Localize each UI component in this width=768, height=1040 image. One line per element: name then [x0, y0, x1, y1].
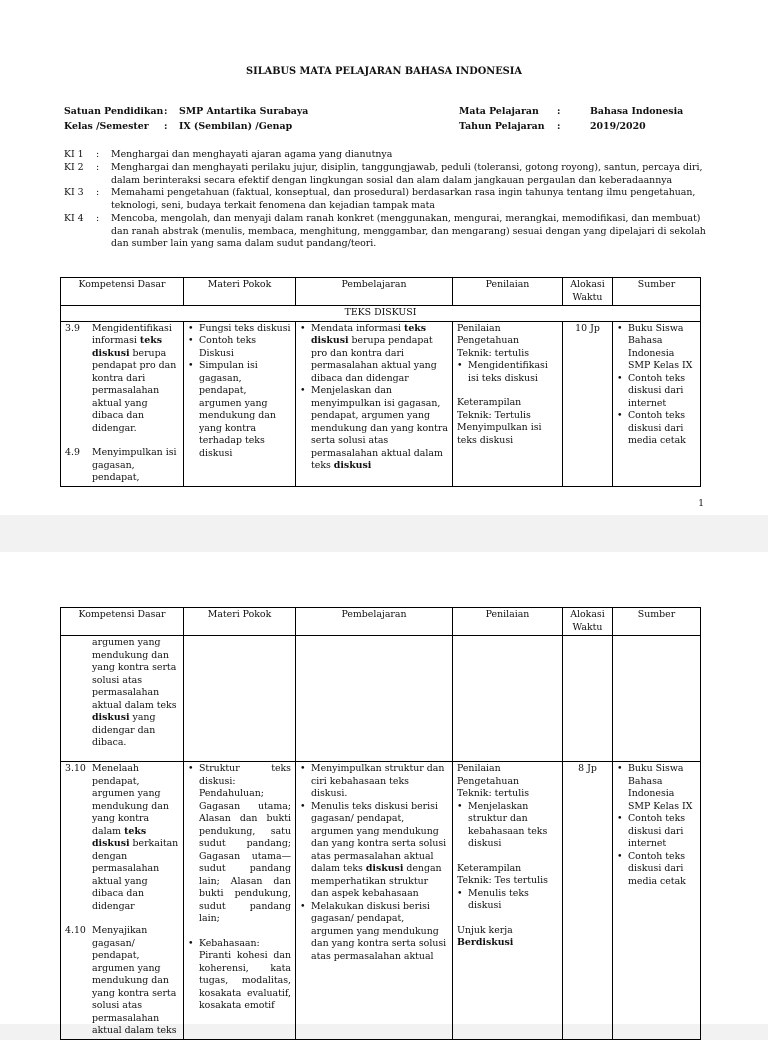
kd-text-part: Mengidentifikasi informasi — [92, 322, 172, 346]
kd-text — [92, 637, 179, 750]
ki1-label: KI 1 — [64, 149, 84, 160]
header-alokasi-waktu: Alokasi Waktu — [563, 608, 613, 636]
ki1-sep: : — [96, 149, 100, 160]
kd-number: 3.10 — [65, 763, 86, 774]
kd-text-part: berkaitan dengan permasalahan aktual yang dibaca dan didengar — [92, 838, 179, 912]
kelas-value: IX (Sembilan) /Genap — [179, 121, 293, 132]
header-alokasi-waktu: Alokasi Waktu — [563, 278, 613, 306]
document-title: SILABUS MATA PELAJARAN BAHASA INDONESIA — [246, 66, 522, 77]
kd-number: 4.9 — [65, 447, 80, 458]
table-header-row — [61, 278, 701, 306]
syllabus-page-1 — [0, 0, 768, 515]
kd-number: 4.10 — [65, 925, 86, 936]
header-sumber: Sumber — [613, 278, 701, 306]
pembelajaran-item: • Menyimpulkan struktur dan ciri kebahasaan teks diskusi. — [300, 763, 448, 801]
ki1-text — [111, 149, 741, 162]
syllabus-table — [60, 277, 701, 487]
sumber-cell — [613, 762, 701, 1040]
tahun-value: 2019/2020 — [590, 121, 646, 132]
sumber-cell — [613, 321, 701, 486]
penilaian-list — [457, 888, 558, 913]
kd-text-part: yang didengar dan dibaca. — [92, 712, 156, 748]
penilaian-teknik: Teknik: Tertulis — [457, 409, 531, 421]
header-penilaian: Penilaian — [453, 278, 563, 306]
header-materi-pokok: Materi Pokok — [184, 278, 296, 306]
pemb-part: Menjelaskan dan menyimpulkan isi gagasan, pendapat, argumen yang mendukung dan yang kontra serta solusi atas permasalahan aktual dalam teks — [311, 385, 448, 471]
penilaian-list — [457, 801, 558, 851]
sumber-list — [617, 323, 696, 448]
penilaian-item: • Menulis teks diskusi — [457, 888, 558, 913]
kd-text-bold: teks diskusi — [92, 335, 162, 359]
penilaian-item: • Menjelaskan struktur dan kebahasaan teks diskusi — [457, 801, 558, 851]
ki4-label: KI 4 — [64, 213, 84, 224]
ki2-line: Menghargai dan menghayati perilaku jujur, disiplin, tanggungjawab, peduli (toleransi, gotong royong), santun, percaya diri, — [111, 162, 703, 173]
kd-text — [92, 323, 179, 436]
kompetensi-dasar-cell — [61, 321, 184, 486]
penilaian-type: Keterampilan — [457, 862, 522, 874]
penilaian-item: • Mengidentifikasi isi teks diskusi — [457, 360, 558, 385]
table-header-row — [61, 608, 701, 636]
materi-item: • Simpulan isi gagasan, pendapat, argumen yang mendukung dan yang kontra terhadap teks diskusi — [188, 360, 291, 460]
pemb-part: Menulis teks diskusi berisi gagasan/ pendapat, argumen yang mendukung dan yang kontra serta solusi atas permasalahan aktual dalam teks — [311, 800, 447, 874]
pemb-bold: teks diskusi — [311, 322, 427, 346]
kd-text-part: Menelaah pendapat, argumen yang mendukung dan yang kontra dalam — [92, 763, 169, 837]
syllabus-table-continued — [60, 607, 701, 1040]
kd-4-9 — [65, 447, 179, 485]
section-title: TEKS DISKUSI — [61, 306, 701, 322]
materi-list — [188, 323, 291, 461]
penilaian-teknik: Teknik: tertulis — [457, 347, 530, 359]
pembelajaran-item — [300, 801, 448, 901]
header-penilaian: Penilaian — [453, 608, 563, 636]
kd-3-9 — [65, 323, 179, 436]
kd-number: 3.9 — [65, 322, 80, 334]
section-row — [61, 306, 701, 322]
penilaian-teknik: Teknik: Tes tertulis — [457, 875, 548, 886]
satuan-value: SMP Antartika Surabaya — [179, 106, 309, 117]
pembelajaran-item — [300, 385, 448, 473]
penilaian-type: Unjuk kerja — [457, 924, 513, 936]
kd-text-bold: diskusi — [92, 712, 130, 723]
page-number: 1 — [698, 499, 704, 509]
table-row — [61, 636, 701, 762]
materi-item: • Struktur teks diskusi: Pendahuluan; Gagasan utama; Alasan dan bukti pendukung, satu sudut pandang; Gagasan utama—sudut pandang lain; Alasan dan bukti pendukung, sudut pandang lain; — [188, 763, 291, 926]
pemb-part: dengan memperhatikan struktur dan aspek kebahasaan — [311, 863, 442, 899]
kd-4-10 — [65, 925, 179, 1038]
alokasi-waktu-cell — [563, 636, 613, 762]
ki4-line: Mencoba, mengolah, dan menyaji dalam ranah konkret (menggunakan, mengurai, merangkai, memodifikasi, dan membuat) — [111, 213, 701, 224]
alokasi-waktu-cell: 10 Jp — [563, 321, 613, 486]
pemb-bold: diskusi — [333, 460, 372, 471]
materi-pokok-cell — [184, 636, 296, 762]
penilaian-item: Berdiskusi — [457, 937, 514, 948]
header-materi-pokok: Materi Pokok — [184, 608, 296, 636]
pembelajaran-list — [300, 323, 448, 473]
pembelajaran-cell — [296, 762, 453, 1040]
materi-item: • Kebahasaan: Piranti kohesi dan koherensi, kata tugas, modalitas, kosakata evaluatif, kosakata emotif — [188, 938, 291, 1013]
ki3-line: Memahami pengetahuan (faktual, konseptual, dan prosedural) berdasarkan rasa ingin tahunya tentang ilmu pengetahuan, — [111, 187, 696, 198]
header-kompetensi-dasar: Kompetensi Dasar — [61, 608, 184, 636]
kd-text: Menyimpulkan isi gagasan, pendapat, — [92, 447, 177, 483]
sumber-cell — [613, 636, 701, 762]
kelas-label: Kelas /Semester — [64, 121, 149, 132]
penilaian-list — [457, 360, 558, 385]
header-pembelajaran: Pembelajaran — [296, 608, 453, 636]
ki2-label: KI 2 — [64, 162, 84, 173]
penilaian-cell — [453, 636, 563, 762]
table-row — [61, 321, 701, 486]
sumber-item: • Buku Siswa Bahasa Indonesia SMP Kelas IX — [617, 323, 696, 373]
satuan-sep: : — [164, 106, 168, 117]
ki4-line: dan ranah abstrak (menulis, membaca, menghitung, menggambar, dan mengarang) sesuai dengan yang dipelajari di sekolah — [111, 225, 706, 237]
ki3-sep: : — [96, 187, 100, 198]
ki2-sep: : — [96, 162, 100, 173]
pemb-part: berupa pendapat pro dan kontra dari permasalahan aktual yang dibaca dan didengar — [311, 335, 437, 384]
kd-continued — [65, 637, 179, 750]
penilaian-type: Keterampilan — [457, 397, 522, 408]
kompetensi-dasar-cell — [61, 762, 184, 1040]
penilaian-teknik: Teknik: tertulis — [457, 788, 530, 799]
tahun-sep: : — [557, 121, 561, 132]
penilaian-cell — [453, 762, 563, 1040]
mapel-sep: : — [557, 106, 561, 117]
pemb-part: Mendata informasi — [311, 322, 405, 334]
ki4-text — [111, 213, 741, 251]
materi-list — [188, 763, 291, 926]
materi-list — [188, 938, 291, 1013]
ki2-line: dalam berinteraksi secara efektif dengan lingkungan sosial dan alam dalam jangkauan pergaulan dan keberadaannya — [111, 174, 673, 186]
pembelajaran-cell — [296, 636, 453, 762]
alokasi-waktu-cell: 8 Jp — [563, 762, 613, 1040]
sumber-item: • Contoh teks diskusi dari media cetak — [617, 410, 696, 448]
ki3-text — [111, 187, 741, 212]
mapel-label: Mata Pelajaran — [459, 106, 539, 117]
satuan-label: Satuan Pendidikan — [64, 106, 164, 117]
header-kompetensi-dasar: Kompetensi Dasar — [61, 278, 184, 306]
table-row — [61, 762, 701, 1040]
kd-3-10 — [65, 763, 179, 913]
kd-text-bold: teks diskusi — [92, 825, 147, 849]
sumber-item: • Contoh teks diskusi dari internet — [617, 373, 696, 411]
kelas-sep: : — [164, 121, 168, 132]
ki3-line: teknologi, seni, budaya terkait fenomena dan kejadian tampak mata — [111, 199, 435, 211]
header-pembelajaran: Pembelajaran — [296, 278, 453, 306]
ki2-text — [111, 162, 741, 187]
sumber-list — [617, 763, 696, 888]
ki4-line: dan sumber lain yang sama dalam sudut pandang/teori. — [111, 238, 377, 249]
ki1-line: Menghargai dan menghayati ajaran agama yang dianutnya — [111, 149, 393, 160]
ki4-sep: : — [96, 213, 100, 224]
materi-pokok-cell — [184, 321, 296, 486]
syllabus-page-2 — [0, 552, 768, 1036]
pembelajaran-item: • Melakukan diskusi berisi gagasan/ pendapat, argumen yang mendukung dan yang kontra serta solusi atas permasalahan aktual — [300, 901, 448, 964]
penilaian-type: Penilaian Pengetahuan — [457, 763, 520, 787]
penilaian-item: Menyimpulkan isi teks diskusi — [457, 422, 542, 446]
sumber-item: • Contoh teks diskusi dari internet — [617, 813, 696, 851]
kd-text: Menyajikan gagasan/ pendapat, argumen yang mendukung dan yang kontra serta solusi atas permasalahan aktual dalam teks — [92, 925, 177, 1036]
penilaian-cell — [453, 321, 563, 486]
pembelajaran-list — [300, 763, 448, 963]
kd-text — [92, 763, 179, 913]
kompetensi-dasar-cell — [61, 636, 184, 762]
kd-text-part: berupa pendapat pro dan kontra dari permasalahan aktual yang dibaca dan didengar. — [92, 347, 177, 434]
pembelajaran-cell — [296, 321, 453, 486]
kd-text-part: argumen yang mendukung dan yang kontra serta solusi atas permasalahan aktual dalam teks — [92, 637, 177, 711]
pembelajaran-item — [300, 323, 448, 386]
pemb-bold: diskusi — [365, 863, 404, 874]
header-sumber: Sumber — [613, 608, 701, 636]
materi-item: • Fungsi teks diskusi — [188, 323, 291, 336]
penilaian-type: Penilaian Pengetahuan — [457, 322, 520, 346]
materi-item: • Contoh teks Diskusi — [188, 335, 291, 360]
ki3-label: KI 3 — [64, 187, 84, 198]
materi-pokok-cell — [184, 762, 296, 1040]
mapel-value: Bahasa Indonesia — [590, 106, 684, 117]
tahun-label: Tahun Pelajaran — [459, 121, 545, 132]
sumber-item: • Contoh teks diskusi dari media cetak — [617, 851, 696, 889]
sumber-item: • Buku Siswa Bahasa Indonesia SMP Kelas IX — [617, 763, 696, 813]
